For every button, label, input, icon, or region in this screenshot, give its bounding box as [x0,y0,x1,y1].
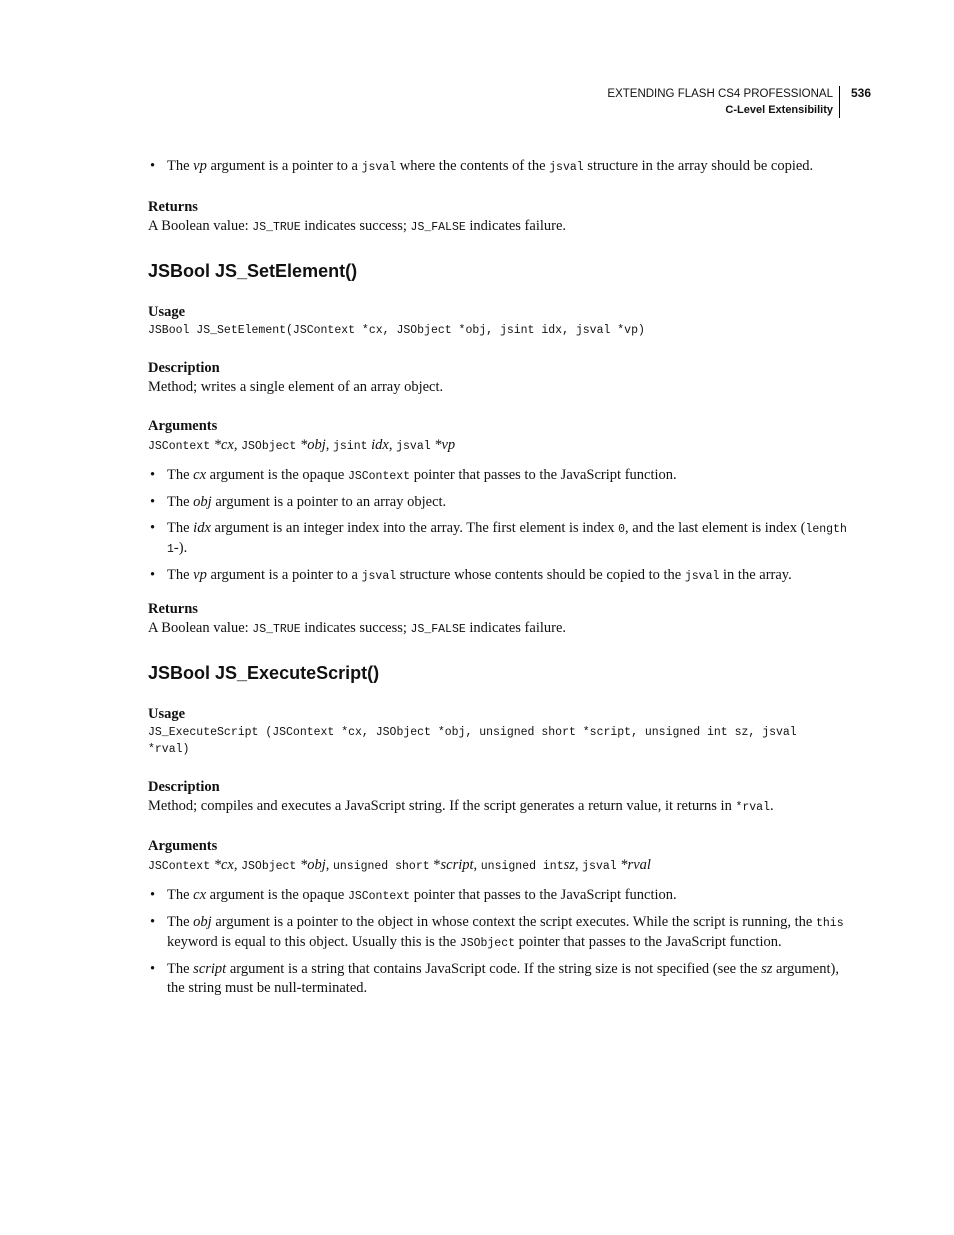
arguments-label: Arguments [148,838,218,854]
argument-bullets [148,886,848,998]
list-item: • The vp argument is a pointer to a jsval structure whose contents should be copied to the jsval in the array. [148,566,848,586]
list-item: • The idx argument is an integer index into the array. The first element is index 0, and the last element is index (length 1-). [148,519,848,559]
description-text: Method; writes a single element of an array object. [148,379,444,395]
usage-label: Usage [148,706,186,722]
arguments-signature: JSContext *cx, JSObject *obj, unsigned short *script, unsigned intsz, jsval *rval [148,857,651,873]
description-text: Method; compiles and executes a JavaScript string. If the script generates a return value, it returns in *rval. [148,798,774,814]
usage-code: JS_ExecuteScript (JSContext *cx, JSObject *obj, unsigned short *script, unsigned int sz, jsval *rval) [148,726,797,756]
section-heading-execute-script: JSBool JS_ExecuteScript() [148,663,380,683]
list-item: • The obj argument is a pointer to an array object. [148,493,848,512]
list-item: • The obj argument is a pointer to the object in whose context the script executes. While the script is running, the this keyword is equal to this object. Usually this is the JSObject pointer that passes to the JavaScript function. [148,913,848,953]
usage-code: JSBool JS_SetElement(JSContext *cx, JSObject *obj, jsint idx, jsval *vp) [148,324,645,337]
list-item: • The script argument is a string that contains JavaScript code. If the string size is not specified (see the sz argument), the string must be null-terminated. [148,960,848,998]
intro-bullets [148,157,848,177]
chapter-title: C-Level Extensibility [725,104,833,116]
list-item: • The cx argument is the opaque JSContext pointer that passes to the JavaScript function. [148,886,848,906]
returns-label: Returns [148,199,198,215]
description-label: Description [148,779,220,795]
list-item: • The vp argument is a pointer to a jsval where the contents of the jsval structure in the array should be copied. [148,157,848,177]
returns-text: A Boolean value: JS_TRUE indicates success; JS_FALSE indicates failure. [148,218,567,234]
description-label: Description [148,360,220,376]
running-header [607,86,840,118]
returns-text: A Boolean value: JS_TRUE indicates success; JS_FALSE indicates failure. [148,620,567,636]
list-item: • The cx argument is the opaque JSContext pointer that passes to the JavaScript function. [148,466,848,486]
arguments-label: Arguments [148,418,218,434]
page-content [148,157,848,1005]
section-heading-set-element: JSBool JS_SetElement() [148,261,358,281]
book-title: EXTENDING FLASH CS4 PROFESSIONAL [607,88,833,100]
argument-bullets [148,466,848,586]
page-number: 536 [851,86,872,100]
returns-label: Returns [148,601,198,617]
usage-label: Usage [148,304,186,320]
arguments-signature: JSContext *cx, JSObject *obj, jsint idx, jsval *vp [148,437,456,453]
